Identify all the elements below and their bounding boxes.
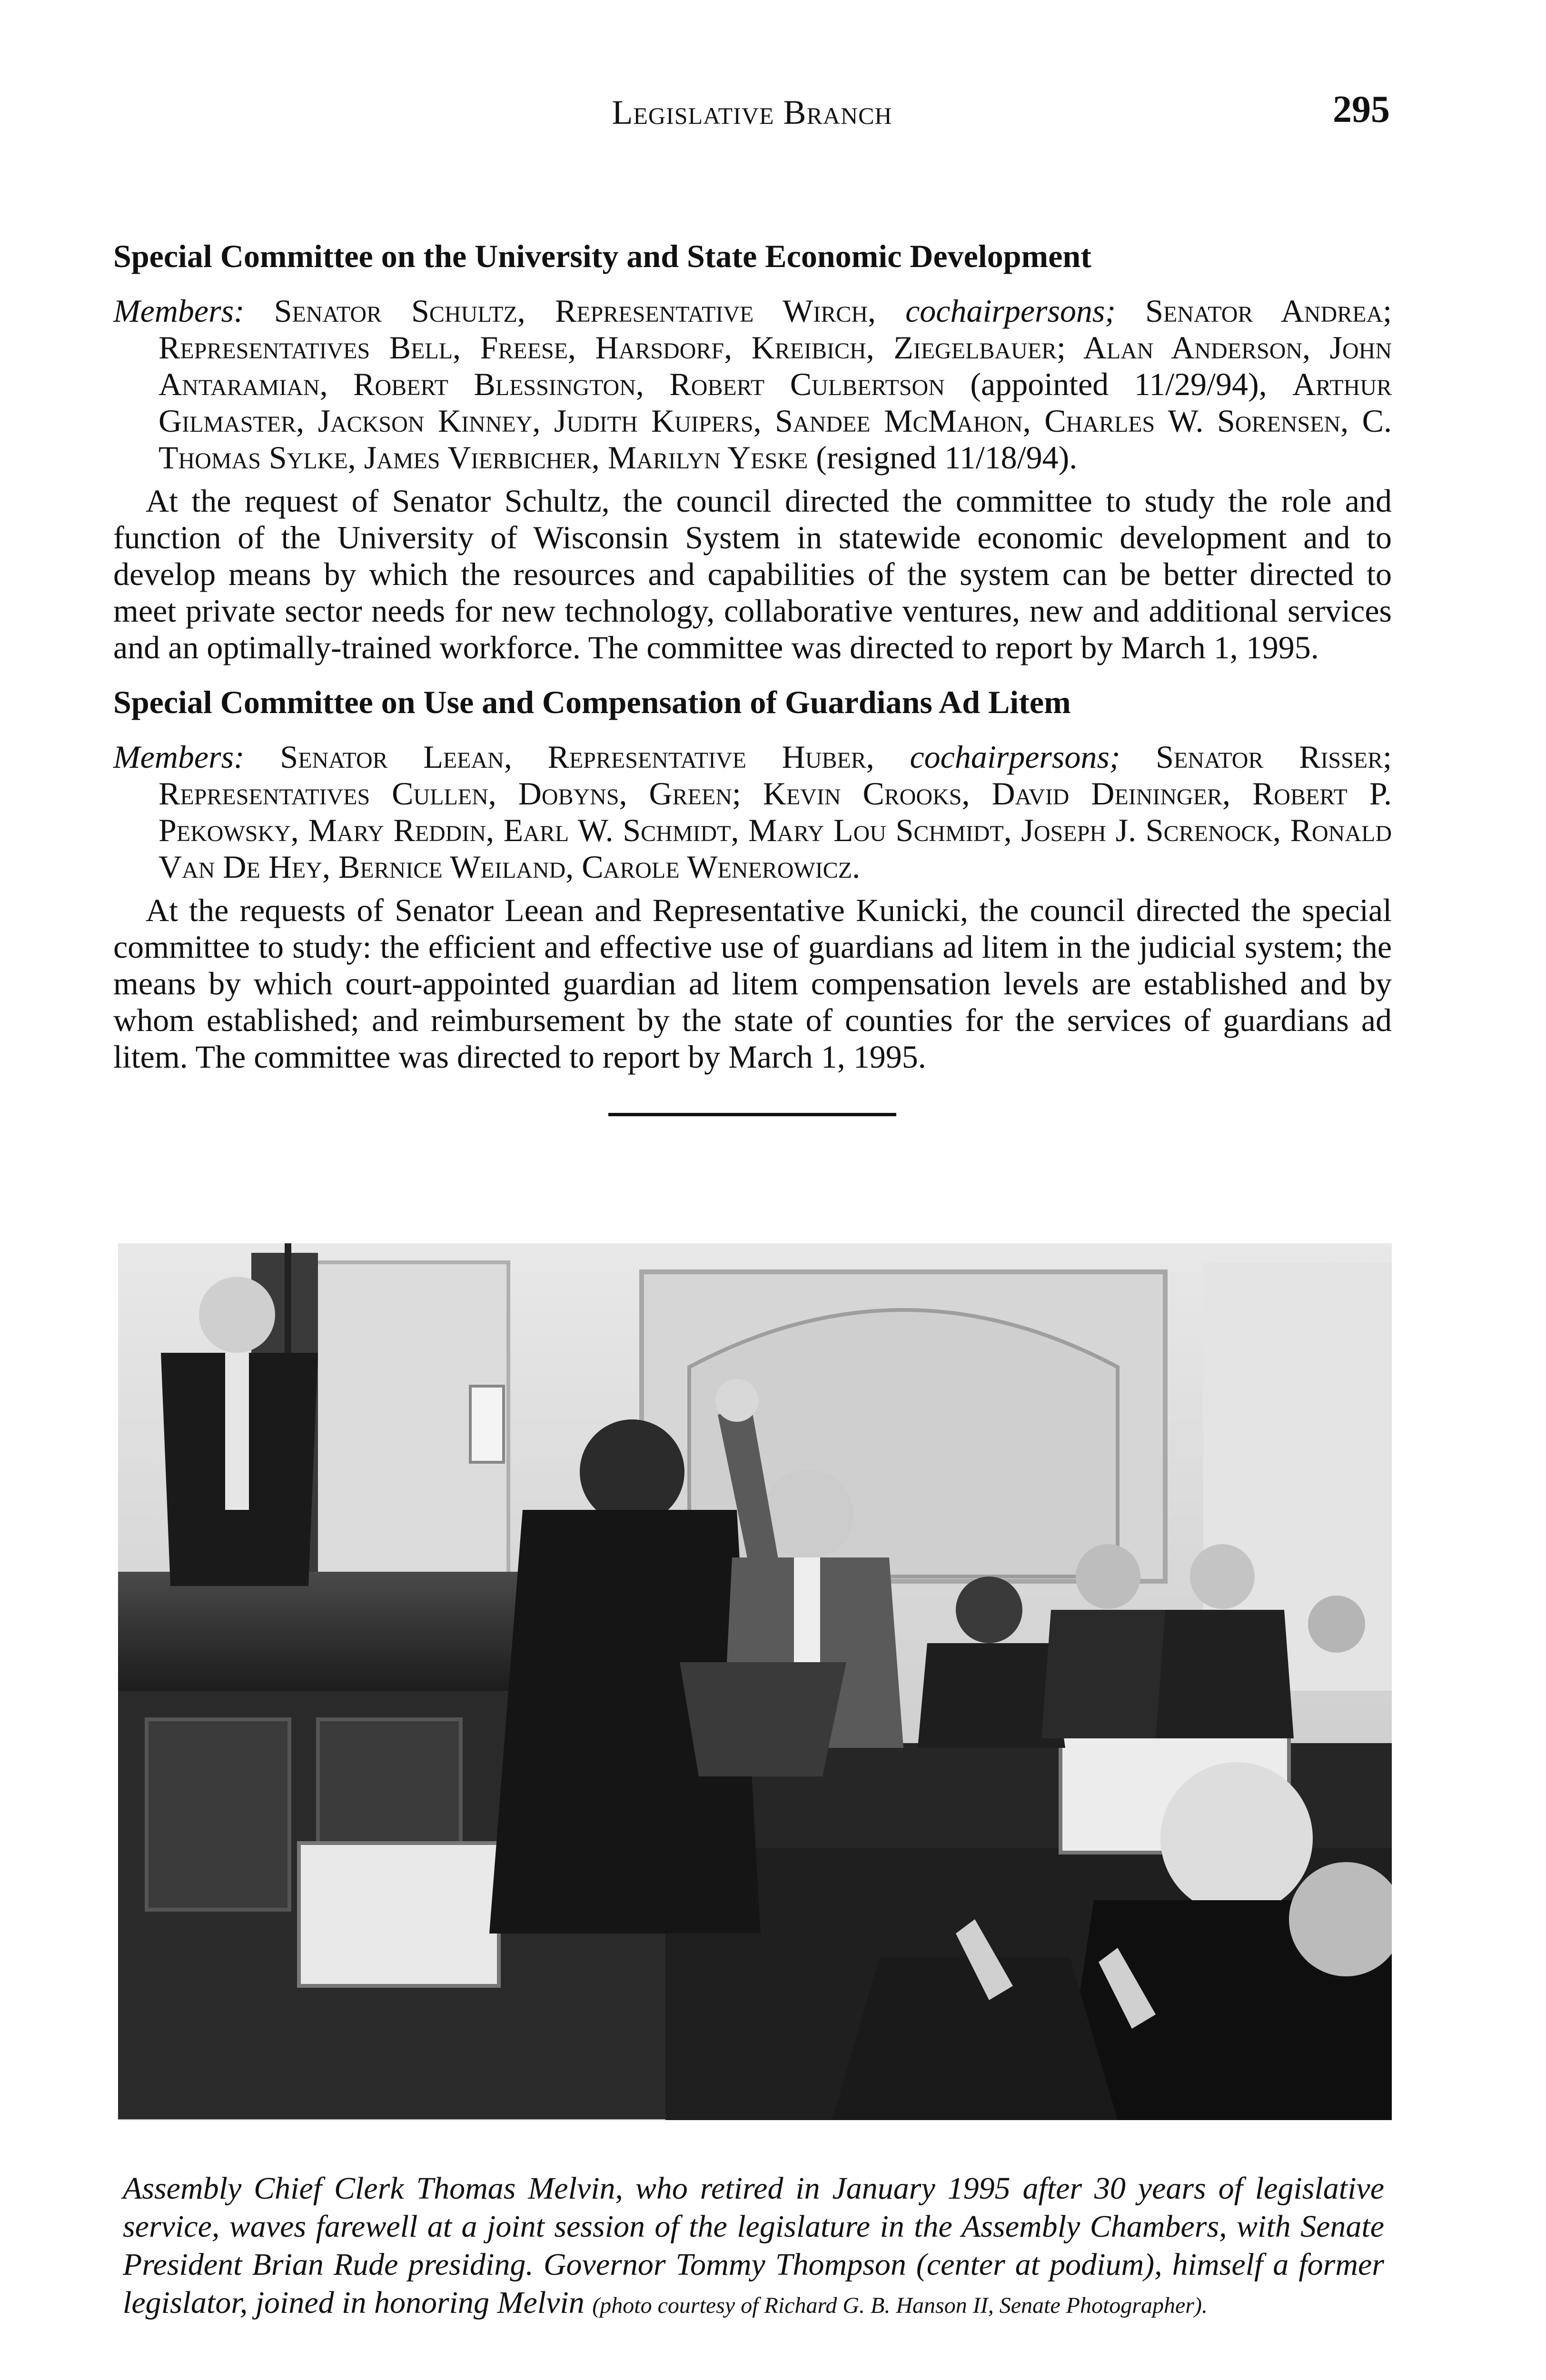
main-content: [113, 238, 1392, 1093]
members-lead: Senator Leean, Representative Huber,: [280, 739, 874, 775]
running-title: Legislative Branch: [612, 93, 892, 131]
appointment-note: (appointed 11/29/94),: [970, 366, 1267, 402]
photo-illustration: [118, 1243, 1392, 2120]
members-rest-2: Arthur Gilmaster, Jackson Kinney, Judith Kuipers, Sandee McMahon, Charles W. Sorensen, C. Thomas Sylke, James Vierbicher, Marilyn Yeske: [159, 366, 1392, 476]
members-label: Members:: [113, 293, 245, 329]
cochair-label: cochairpersons;: [910, 739, 1120, 775]
caption-text: Assembly Chief Clerk Thomas Melvin, who retired in January 1995 after 30 years of legislative service, waves farewell at a joint session of the legislature in the Assembly Chambers, with Senate President Brian Rude presiding. Governor Tommy Thompson (center at podium), himself a former legislator, joined in honoring Melvin: [123, 2171, 1384, 2320]
page-number: 295: [1333, 89, 1390, 130]
assembly-chamber-photo: [118, 1243, 1392, 2120]
section-body: At the request of Senator Schultz, the council directed the committee to study the role and function of the University of Wisconsin System in statewide economic development and to develop means by which the resources and capabilities of the system can be better directed to meet private sector needs for new technology, collaborative ventures, new and additional services and an optimally-trained workforce. The committee was directed to report by March 1, 1995.: [113, 483, 1392, 665]
section-body: At the requests of Senator Leean and Representative Kunicki, the council directed the special committee to study: the efficient and effective use of guardians ad litem in the judicial system; the means by which court-appointed guardian ad litem compensation levels are established and by whom established; and reimbursement by the state of counties for the services of guardians ad litem. The committee was directed to report by March 1, 1995.: [113, 892, 1392, 1075]
members-list: [113, 293, 1392, 476]
photo-credit: (photo courtesy of Richard G. B. Hanson II, Senate Photographer).: [592, 2293, 1208, 2318]
section-heading: Special Committee on the University and State Economic Development: [113, 238, 1091, 274]
resignation-note: (resigned 11/18/94).: [816, 439, 1078, 476]
running-header: [114, 88, 1390, 140]
members-lead: Senator Schultz, Representative Wirch,: [274, 293, 876, 329]
members-label: Members:: [113, 739, 245, 775]
cochair-label: cochairpersons;: [905, 293, 1116, 329]
members-rest: Senator Andrea; Representatives Bell, Freese, Harsdorf, Kreibich, Ziegelbauer; Alan Anderson, John Antaramian, Robert Blessington, Robert Culbertson: [159, 293, 1392, 402]
committee-section-university: [113, 238, 1392, 666]
members-list: [113, 739, 1392, 885]
members-rest: Senator Risser; Representatives Cullen, Dobyns, Green; Kevin Crooks, David Deininger, Robert P. Pekowsky, Mary Reddin, Earl W. Schmidt, Mary Lou Schmidt, Joseph J. Screnock, Ronald Van De Hey, Bernice Weiland, Carole Wenerowicz.: [159, 739, 1392, 885]
section-divider: [608, 1113, 896, 1116]
committee-section-guardians: [113, 684, 1392, 1075]
section-heading: Special Committee on Use and Compensation of Guardians Ad Litem: [113, 684, 1071, 720]
photo-caption: [123, 2170, 1384, 2325]
